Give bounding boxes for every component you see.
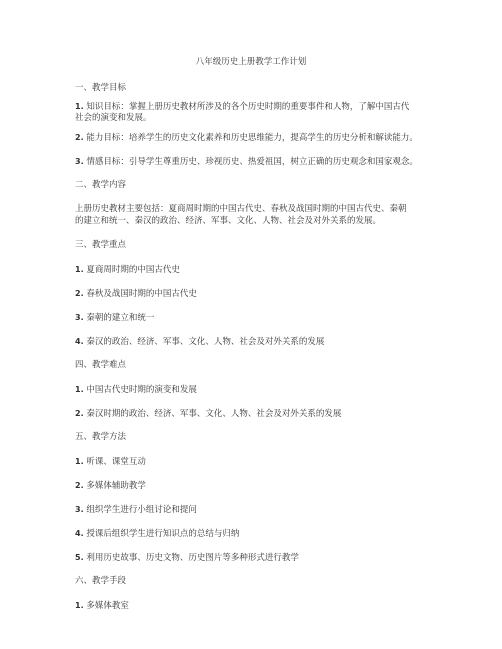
section-heading: 二、教学内容 bbox=[75, 180, 127, 190]
item-text: 情感目标：引导学生尊重历史、珍视历史、热爱祖国，树立正确的历史观念和国家观念。 bbox=[86, 157, 418, 167]
item-number: 2. bbox=[75, 289, 84, 298]
paragraph-line: 上册历史教材主要包括：夏商周时期的中国古代史、春秋及战国时期的中国古代史、秦朝 bbox=[75, 204, 407, 214]
list-item bbox=[75, 336, 324, 348]
list-item bbox=[75, 288, 197, 300]
item-number: 3. bbox=[75, 313, 84, 322]
list-item bbox=[75, 132, 418, 144]
list-item bbox=[75, 456, 146, 468]
item-text: 听课、课堂互动 bbox=[86, 457, 146, 467]
list-item bbox=[75, 504, 197, 516]
list-item bbox=[75, 552, 299, 564]
list-item bbox=[75, 408, 341, 420]
list-item bbox=[75, 156, 418, 168]
item-number: 1. bbox=[75, 265, 84, 274]
section-heading: 一、教学目标 bbox=[75, 83, 127, 93]
item-number: 2. bbox=[75, 133, 84, 142]
item-number: 3. bbox=[75, 505, 84, 514]
item-text: 能力目标：培养学生的历史文化素养和历史思维能力，提高学生的历史分析和解读能力。 bbox=[86, 133, 418, 143]
list-item bbox=[75, 264, 180, 276]
section-heading: 五、教学方法 bbox=[75, 432, 127, 442]
item-number: 4. bbox=[75, 529, 84, 538]
item-text: 秦朝的建立和统一 bbox=[86, 313, 155, 323]
section-heading: 四、教学难点 bbox=[75, 360, 127, 370]
item-text: 秦汉的政治、经济、军事、文化、人物、社会及对外关系的发展 bbox=[86, 337, 325, 347]
paragraph-line: 的建立和统一、秦汉的政治、经济、军事、文化、人物、社会及对外关系的发展。 bbox=[75, 216, 382, 226]
section-heading: 三、教学重点 bbox=[75, 240, 127, 250]
item-text: 夏商周时期的中国古代史 bbox=[86, 265, 180, 275]
item-number: 1. bbox=[75, 102, 84, 111]
item-text: 授课后组织学生进行知识点的总结与归纳 bbox=[86, 529, 240, 539]
item-text: 秦汉时期的政治、经济、军事、文化、人物、社会及对外关系的发展 bbox=[86, 409, 342, 419]
list-item bbox=[75, 101, 409, 113]
item-text: 利用历史故事、历史文物、历史图片等多种形式进行教学 bbox=[86, 553, 299, 563]
item-text: 春秋及战国时期的中国古代史 bbox=[86, 289, 197, 299]
item-number: 2. bbox=[75, 409, 84, 418]
item-number: 1. bbox=[75, 601, 84, 610]
list-item bbox=[75, 600, 129, 612]
list-item bbox=[75, 480, 146, 492]
item-number: 1. bbox=[75, 457, 84, 466]
section-heading: 六、教学手段 bbox=[75, 576, 127, 586]
item-text: 知识目标：掌握上册历史教材所涉及的各个历史时期的重要事件和人物，了解中国古代 bbox=[86, 102, 410, 112]
item-number: 1. bbox=[75, 385, 84, 394]
item-number: 5. bbox=[75, 553, 84, 562]
document-title: 八年级历史上册教学工作计划 bbox=[195, 57, 307, 67]
item-number: 3. bbox=[75, 157, 84, 166]
list-item bbox=[75, 528, 239, 540]
list-item bbox=[75, 384, 197, 396]
item-number: 4. bbox=[75, 337, 84, 346]
item-number: 2. bbox=[75, 481, 84, 490]
item-text: 组织学生进行小组讨论和提问 bbox=[86, 505, 197, 515]
list-item bbox=[75, 312, 154, 324]
item-text: 中国古代史时期的演变和发展 bbox=[86, 385, 197, 395]
item-text: 多媒体教室 bbox=[86, 601, 129, 611]
item-text-continuation: 社会的演变和发展。 bbox=[75, 113, 152, 123]
item-text: 多媒体辅助教学 bbox=[86, 481, 146, 491]
